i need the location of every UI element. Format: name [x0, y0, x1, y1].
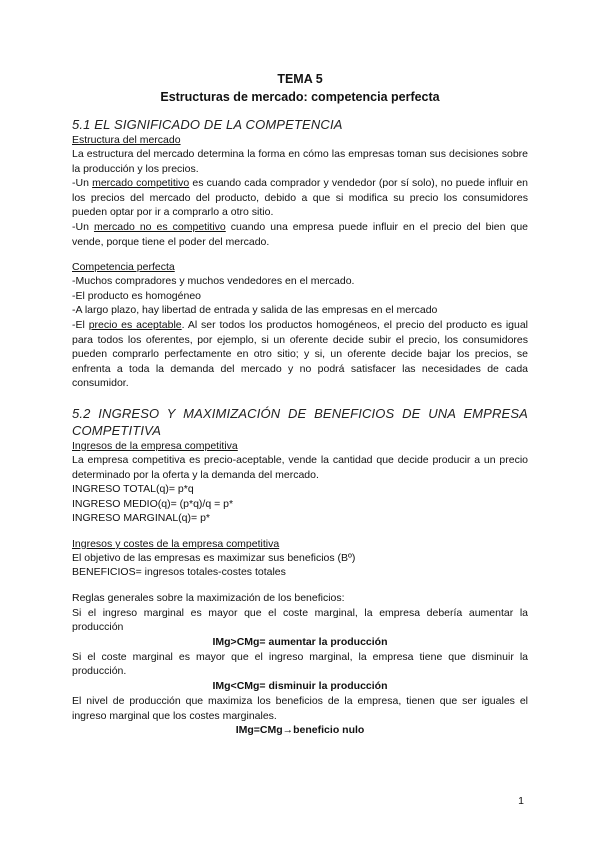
paragraph: La empresa competitiva es precio-aceptable, vende la cantidad que decide producir a un precio determinado por la oferta y la demanda del mercado.: [72, 453, 528, 481]
subheading-competencia-perfecta: Competencia perfecta: [72, 261, 175, 274]
paragraph: Reglas generales sobre la maximización de los beneficios:: [72, 592, 345, 605]
subheading-ingresos: Ingresos de la empresa competitiva: [72, 439, 238, 452]
paragraph: El objetivo de las empresas es maximizar sus beneficios (Bº): [72, 551, 356, 564]
page-content: [72, 70, 528, 738]
term-precio-aceptable: precio es aceptable: [88, 318, 182, 331]
subheading-estructura-mercado: Estructura del mercado: [72, 134, 181, 146]
list-item: -A largo plazo, hay libertad de entrada y salida de las empresas en el mercado: [72, 304, 438, 317]
paragraph: La estructura del mercado determina la forma en cómo las empresas toman sus decisiones sobre la producción y los precios.: [72, 148, 528, 175]
list-item: -Muchos compradores y muchos vendedores en el mercado.: [72, 275, 355, 288]
page-number: 1: [518, 795, 524, 807]
paragraph: Si el coste marginal es mayor que el ingreso marginal, la empresa tiene que disminuir la producción.: [72, 650, 528, 678]
paragraph: El nivel de producción que maximiza los beneficios de la empresa, tienen que ser iguales el ingreso marginal que los costes marginales.: [72, 695, 528, 722]
paragraph: BENEFICIOS= ingresos totales-costes totales: [72, 566, 286, 579]
document-title: TEMA 5: [277, 72, 323, 86]
paragraph: Si el ingreso marginal es mayor que el coste marginal, la empresa debería aumentar la producción: [72, 606, 528, 634]
rule-disminuir: IMg<CMg= disminuir la producción: [212, 680, 388, 693]
formula-ingreso-medio: INGRESO MEDIO(q)= (p*q)/q = p*: [72, 497, 234, 510]
section-heading-5-2: 5.2 INGRESO Y MAXIMIZACIÓN DE BENEFICIOS DE UNA EMPRESA COMPETITIVA: [72, 405, 528, 438]
rule-beneficio-nulo: IMg=CMg→beneficio nulo: [235, 724, 365, 737]
list-item: -El precio es aceptable. Al ser todos los productos homogéneos, el precio del producto es igual para todos los oferentes, por ejemplo, si un oferente decide subir el precio, los consumidores pueden comprarlo perfectamente en otro sitio; y si, un oferente decide bajar los precios, se enfrenta a toda la demanda del mercado y no podrá satisfacer las necesidades de cada consumidor.: [72, 318, 529, 390]
document-subtitle: Estructuras de mercado: competencia perfecta: [160, 90, 440, 104]
term-mercado-no-competitivo: mercado no es competitivo: [93, 220, 226, 233]
rule-aumentar: IMg>CMg= aumentar la producción: [212, 635, 388, 648]
formula-ingreso-marginal: INGRESO MARGINAL(q)= p*: [72, 512, 210, 525]
formula-ingreso-total: INGRESO TOTAL(q)= p*q: [72, 483, 194, 496]
paragraph-mercado-no-competitivo: -Un mercado no es competitivo cuando una empresa puede influir en el precio del bien que vende, porque tiene el poder del mercado.: [72, 220, 528, 248]
subheading-ingresos-costes: Ingresos y costes de la empresa competitiva: [72, 537, 280, 550]
term-mercado-competitivo: mercado competitivo: [92, 177, 190, 190]
section-heading-5-1: 5.1 EL SIGNIFICADO DE LA COMPETENCIA: [72, 117, 343, 132]
paragraph-mercado-competitivo: -Un mercado competitivo es cuando cada comprador y vendedor (por sí solo), no puede influir en los precios del mercado del producto, debido a que si modifica su precio los consumidores pueden optar por ir a comprarlo a otro sitio.: [72, 177, 529, 219]
list-item: -El producto es homogéneo: [72, 289, 201, 302]
